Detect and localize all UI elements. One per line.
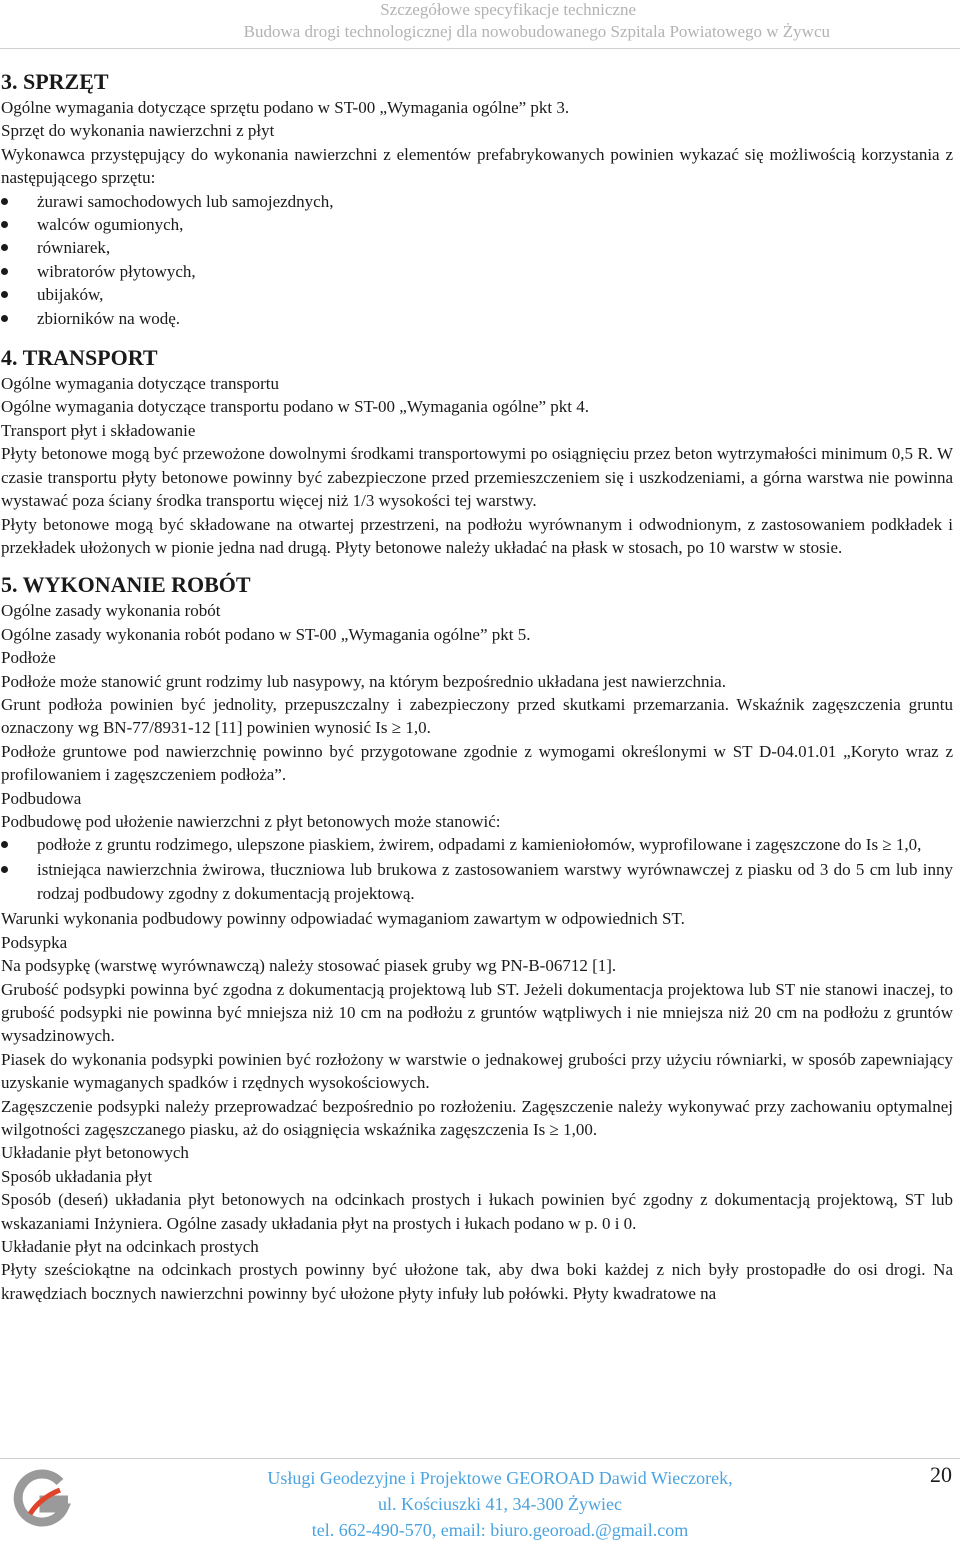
- paragraph: Podsypka: [1, 932, 68, 952]
- list-item: żurawi samochodowych lub samojezdnych,: [1, 190, 953, 213]
- document-body: [1, 68, 953, 1305]
- paragraph: Ogólne wymagania dotyczące sprzętu podano w ST-00 „Wymagania ogólne” pkt 3.: [1, 98, 570, 117]
- georoad-logo-icon: [10, 1468, 74, 1532]
- paragraph: Sprzęt do wykonania nawierzchni z płyt: [1, 121, 275, 141]
- paragraph: Transport płyt i składowanie: [1, 420, 196, 440]
- paragraph: Sposób (deseń) układania płyt betonowych na odcinkach prostych i łukach powinien być zgodny z dokumentacją projektową, ST lub wskazaniami Inżyniera. Ogólne zasady układania płyt na prostych i łukach podano w p. 0 i 0.: [1, 1190, 953, 1233]
- list-item: zbiorników na wodę.: [1, 307, 953, 330]
- equipment-list: [1, 190, 953, 330]
- paragraph: Płyty betonowe mogą być składowane na otwartej przestrzeni, na podłożu wyrównanym i odwodnionym, z zastosowaniem podkładek i przekładek ułożonych w pionie jedna nad drugą. Płyty betonowe należy układać na płask w stosach, po 10 warstw w stosie.: [1, 514, 953, 557]
- paragraph: Układanie płyt betonowych: [1, 1143, 189, 1163]
- list-item: walców ogumionych,: [1, 213, 953, 236]
- paragraph: Płyty betonowe mogą być przewożone dowolnymi środkami transportowymi po osiągnięciu przez beton wytrzymałości minimum 0,5 R. W czasie transportu płyty betonowe powinny być zabezpieczone przed przemieszczeniem się i uszkodzeniami, a górna warstwa nie powinna wystawać poza ściany środka transportu więcej niż 1/3 wysokości tej warstwy.: [1, 444, 953, 511]
- section-4-heading: 4. TRANSPORT: [1, 345, 158, 371]
- paragraph: Wykonawca przystępujący do wykonania nawierzchni z elementów prefabrykowanych powinien wykazać się możliwością korzystania z następującego sprzętu:: [1, 144, 953, 188]
- paragraph: Warunki wykonania podbudowy powinny odpowiadać wymaganiom zawartym w odpowiednich ST.: [1, 909, 685, 929]
- list-item: istniejąca nawierzchnia żwirowa, tłuczniowa lub brukowa z zastosowaniem warstwy wyrównawczej z piasku od 3 do 5 cm lub inny rodzaj podbudowy zgodny z dokumentacją projektową.: [1, 858, 953, 906]
- footer-divider: [0, 1458, 960, 1459]
- list-item: podłoże z gruntu rodzimego, ulepszone piaskiem, żwirem, odpadami z kamieniołomów, wyprofilowane i zagęszczone do Is ≥ 1,0,: [1, 833, 953, 857]
- paragraph: Zagęszczenie podsypki należy przeprowadzać bezpośrednio po rozłożeniu. Zagęszczenie należy wykonywać przy zachowaniu optymalnej wilgotności zagęszczanego piasku, aż do osiągnięcia wskaźnika zagęszczenia Is ≥ 1,00.: [1, 1096, 953, 1140]
- header-title: Szczegółowe specyfikacje techniczne: [380, 0, 636, 19]
- paragraph: Podbudowa: [1, 788, 82, 808]
- paragraph: Podłoże gruntowe pod nawierzchnię powinno być przygotowane zgodnie z wymogami określonymi w ST D-04.01.01 „Koryto wraz z profilowaniem i zagęszczeniem podłoża”.: [1, 741, 953, 785]
- paragraph: Na podsypkę (warstwę wyrównawczą) należy stosować piasek gruby wg PN-B-06712 [1].: [1, 956, 617, 976]
- section-5-heading: 5. WYKONANIE ROBÓT: [1, 572, 251, 598]
- page-number: 20: [930, 1462, 952, 1487]
- paragraph: Grunt podłoża powinien być jednolity, przepuszczalny i zabezpieczony przed skutkami przemarzania. Wskaźnik zagęszczenia gruntu oznaczony wg BN-77/8931-12 [11] powinien wynosić Is ≥ 1,0.: [1, 694, 953, 738]
- paragraph: Podłoże może stanowić grunt rodzimy lub nasypowy, na którym bezpośrednio układana jest nawierzchnia.: [1, 671, 726, 691]
- page-footer: [200, 1465, 800, 1543]
- paragraph: Sposób układania płyt: [1, 1166, 153, 1186]
- list-item: równiarek,: [1, 236, 953, 259]
- paragraph: Podbudowę pod ułożenie nawierzchni z płyt betonowych może stanowić:: [1, 811, 501, 831]
- paragraph: Piasek do wykonania podsypki powinien być rozłożony w warstwie o jednakowej grubości przy użyciu równiarki, w sposób zapewniający uzyskanie wymaganych spadków i rzędnych wysokościowych.: [1, 1049, 953, 1093]
- footer-contact: tel. 662-490-570, email: biuro.georoad.@gmail.com: [311, 1520, 689, 1540]
- paragraph: Podłoże: [1, 648, 56, 668]
- paragraph: Grubość podsypki powinna być zgodna z dokumentacją projektową lub ST. Jeżeli dokumentacja projektowa lub ST nie stanowi inaczej, to grubość podsypki nie powinna być mniejsza niż 10 cm na podłożu z gruntów wątpliwych i nie mniejsza niż 20 cm na podłożu z gruntów wysadzinowych.: [1, 979, 953, 1046]
- header-subtitle: Budowa drogi technologicznej dla nowobudowanego Szpitala Powiatowego w Żywcu: [243, 22, 830, 41]
- paragraph: Układanie płyt na odcinkach prostych: [1, 1237, 259, 1257]
- subbase-list: [1, 833, 953, 906]
- paragraph: Ogólne wymagania dotyczące transportu podano w ST-00 „Wymagania ogólne” pkt 4.: [1, 397, 589, 417]
- paragraph: Ogólne zasady wykonania robót podano w ST-00 „Wymagania ogólne” pkt 5.: [1, 624, 531, 644]
- footer-company: Usługi Geodezyjne i Projektowe GEOROAD Dawid Wieczorek,: [267, 1468, 733, 1488]
- paragraph: Ogólne wymagania dotyczące transportu: [1, 374, 280, 394]
- header-divider: [0, 48, 960, 49]
- footer-address: ul. Kościuszki 41, 34-300 Żywiec: [378, 1494, 622, 1514]
- section-3-heading: 3. SPRZĘT: [1, 69, 109, 94]
- list-item: ubijaków,: [1, 283, 953, 306]
- paragraph: Ogólne zasady wykonania robót: [1, 601, 221, 621]
- list-item: wibratorów płytowych,: [1, 260, 953, 283]
- paragraph: Płyty sześciokątne na odcinkach prostych powinny być ułożone tak, aby dwa boki każdej z nich były prostopadłe do osi drogi. Na krawędziach bocznych nawierzchni powinny być ułożone płyty infuły lub połówki. Płyty kwadratowe na: [1, 1260, 953, 1303]
